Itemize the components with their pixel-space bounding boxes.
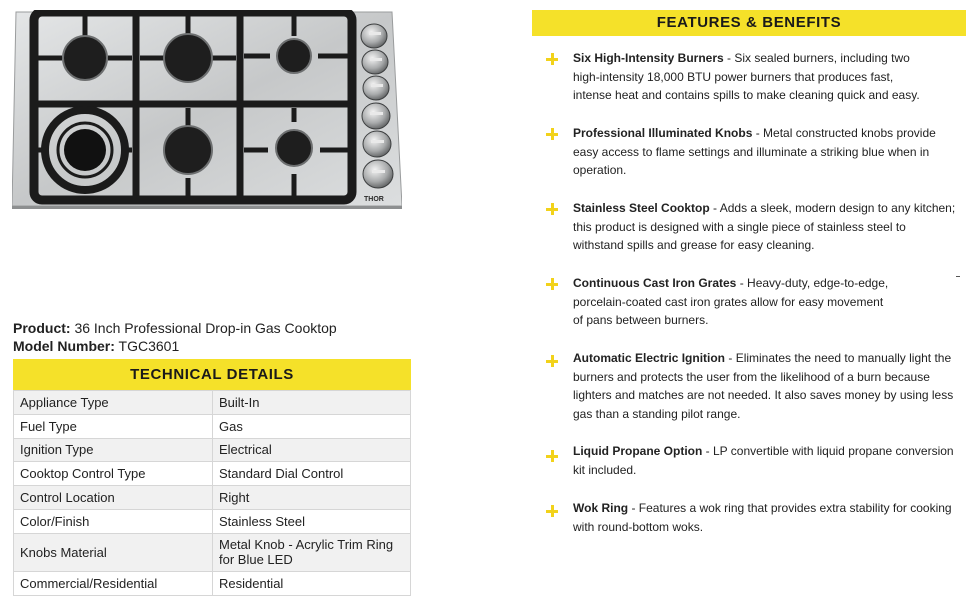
model-number: TGC3601 bbox=[118, 338, 180, 354]
feature-title: Automatic Electric Ignition bbox=[573, 351, 726, 365]
spec-value: Right bbox=[213, 486, 411, 510]
spec-key: Knobs Material bbox=[14, 533, 213, 571]
table-row bbox=[14, 414, 411, 438]
table-row bbox=[14, 509, 411, 533]
features-header: FEATURES & BENEFITS bbox=[532, 10, 966, 36]
table-row bbox=[14, 533, 411, 571]
table-row bbox=[14, 391, 411, 415]
spec-value: Stainless Steel bbox=[213, 509, 411, 533]
model-line bbox=[13, 337, 413, 355]
plus-icon bbox=[546, 278, 558, 290]
plus-icon bbox=[546, 450, 558, 462]
plus-icon bbox=[546, 505, 558, 517]
table-row bbox=[14, 486, 411, 510]
spec-key: Appliance Type bbox=[14, 391, 213, 415]
technical-details bbox=[13, 359, 411, 596]
feature-text: Liquid Propane Option - LP convertible with liquid propane conversion kit included. bbox=[573, 444, 954, 477]
feature-title: Six High-Intensity Burners bbox=[573, 51, 724, 65]
plus-icon bbox=[546, 203, 558, 215]
spec-key: Commercial/Residential bbox=[14, 571, 213, 595]
spec-key: Ignition Type bbox=[14, 438, 213, 462]
spec-value: Standard Dial Control bbox=[213, 462, 411, 486]
feature-title: Liquid Propane Option bbox=[573, 444, 703, 458]
plus-icon bbox=[546, 128, 558, 140]
plus-icon bbox=[546, 355, 558, 367]
feature-text: Wok Ring - Features a wok ring that provides extra stability for cooking with round-bottom woks. bbox=[573, 501, 952, 534]
product-name: 36 Inch Professional Drop-in Gas Cooktop bbox=[74, 320, 337, 336]
spec-key: Control Location bbox=[14, 486, 213, 510]
table-row bbox=[14, 571, 411, 595]
plus-icon bbox=[546, 53, 558, 65]
spec-key: Fuel Type bbox=[14, 414, 213, 438]
technical-details-table bbox=[13, 390, 411, 596]
model-label: Model Number: bbox=[13, 338, 115, 354]
product-info bbox=[13, 319, 413, 355]
feature-text: Professional Illuminated Knobs - Metal constructed knobs provide easy access to flame settings and illuminate a striking blue when in operation. bbox=[573, 126, 936, 178]
table-row bbox=[14, 462, 411, 486]
product-line bbox=[13, 319, 413, 337]
brand-logo: THOR bbox=[364, 196, 384, 203]
feature-title: Continuous Cast Iron Grates bbox=[573, 276, 737, 290]
features-benefits bbox=[532, 10, 966, 36]
spec-key: Cooktop Control Type bbox=[14, 462, 213, 486]
feature-text: Six High-Intensity Burners - Six sealed burners, including two high-intensity 18,000 BTU power burners that produces fast, intense heat and contains spills to make cleaning quick and easy. bbox=[573, 51, 920, 103]
cooktop-illustration bbox=[12, 10, 402, 210]
spec-value: Electrical bbox=[213, 438, 411, 462]
technical-details-header: TECHNICAL DETAILS bbox=[13, 359, 411, 390]
feature-text: Continuous Cast Iron Grates - Heavy-duty, edge-to-edge, porcelain-coated cast iron grates allow for easy movement of pans between burners. bbox=[573, 276, 889, 328]
feature-text: Stainless Steel Cooktop - Adds a sleek, modern design to any kitchen; this product is designed with a single piece of stainless steel to withstand spills and grease for easy cleaning. bbox=[573, 201, 956, 253]
feature-text: Automatic Electric Ignition - Eliminates the need to manually light the burners and protects the user from the likelihood of a burn because lighters and matches are not needed. It also saves money by using less gas than a standing pilot range. bbox=[573, 351, 954, 422]
cooktop-image bbox=[12, 10, 402, 210]
spec-value: Metal Knob - Acrylic Trim Ring for Blue LED bbox=[213, 533, 411, 571]
feature-title: Professional Illuminated Knobs bbox=[573, 126, 753, 140]
spec-value: Gas bbox=[213, 414, 411, 438]
stray-tick-mark bbox=[956, 276, 960, 277]
feature-title: Stainless Steel Cooktop bbox=[573, 201, 710, 215]
feature-title: Wok Ring bbox=[573, 501, 629, 515]
product-label: Product: bbox=[13, 320, 71, 336]
spec-value: Built-In bbox=[213, 391, 411, 415]
spec-key: Color/Finish bbox=[14, 509, 213, 533]
table-row bbox=[14, 438, 411, 462]
spec-value: Residential bbox=[213, 571, 411, 595]
